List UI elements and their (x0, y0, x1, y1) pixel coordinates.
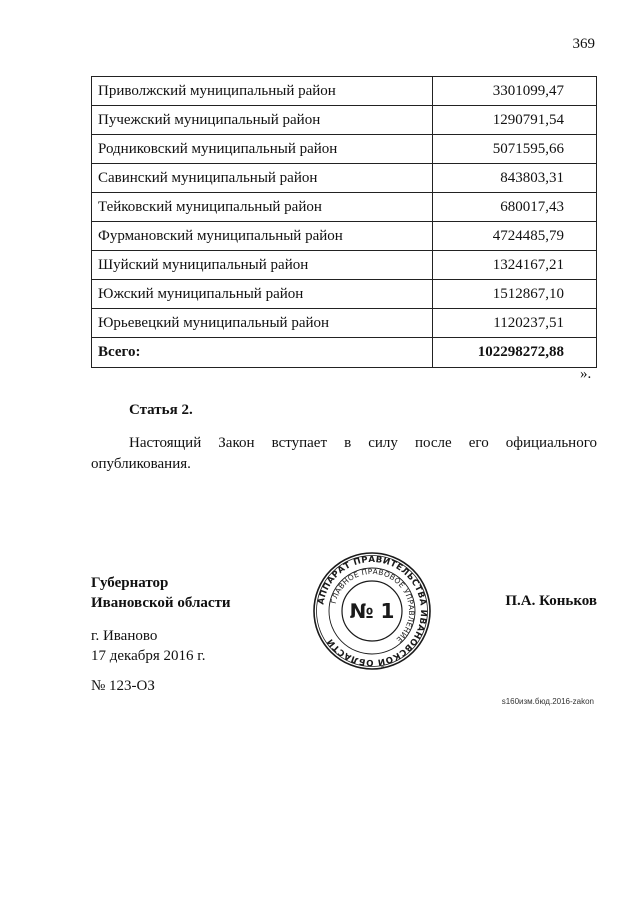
district-name: Юрьевецкий муниципальный район (92, 309, 433, 338)
table-body (92, 77, 597, 368)
district-name: Тейковский муниципальный район (92, 193, 433, 222)
district-name: Фурмановский муниципальный район (92, 222, 433, 251)
district-amount: 1512867,10 (433, 280, 597, 309)
district-amount: 1120237,51 (433, 309, 597, 338)
file-reference: s160изм.бюд.2016-zakon (501, 697, 594, 706)
place-date (91, 626, 206, 666)
table-row (92, 309, 597, 338)
signatory-title (91, 573, 231, 613)
table-total-row (92, 338, 597, 368)
district-name: Шуйский муниципальный район (92, 251, 433, 280)
district-amount: 4724485,79 (433, 222, 597, 251)
page-number: 369 (572, 36, 595, 52)
total-amount: 102298272,88 (433, 338, 597, 368)
table-row (92, 164, 597, 193)
date: 17 декабря 2016 г. (91, 648, 206, 664)
table-row (92, 135, 597, 164)
district-name: Пучежский муниципальный район (92, 106, 433, 135)
article-title: Статья 2. (129, 402, 193, 418)
article-text: Настоящий Закон вступает в силу после его официального опубликования. (91, 435, 597, 472)
table-row (92, 193, 597, 222)
total-label: Всего: (92, 338, 433, 368)
signatory-name: П.А. Коньков (505, 593, 597, 609)
table-row (92, 77, 597, 106)
district-amount: 1324167,21 (433, 251, 597, 280)
table-row (92, 222, 597, 251)
table-row (92, 106, 597, 135)
place: г. Иваново (91, 628, 158, 644)
district-amount: 843803,31 (433, 164, 597, 193)
district-name: Родниковский муниципальный район (92, 135, 433, 164)
district-name: Приволжский муниципальный район (92, 77, 433, 106)
table-row (92, 280, 597, 309)
district-amount: 3301099,47 (433, 77, 597, 106)
svg-text:№ 1: № 1 (349, 599, 395, 623)
official-seal-icon (312, 551, 432, 671)
svg-text:АППАРАТ ПРАВИТЕЛЬСТВА ИВАНОВСК: АППАРАТ ПРАВИТЕЛЬСТВА ИВАНОВСКОЙ ОБЛАСТИ (316, 554, 429, 668)
district-name: Южский муниципальный район (92, 280, 433, 309)
budget-table (91, 76, 597, 368)
svg-text:ГЛАВНОЕ ПРАВОВОЕ УПРАВЛЕНИЕ: ГЛАВНОЕ ПРАВОВОЕ УПРАВЛЕНИЕ (328, 566, 417, 645)
closing-quote: ». (580, 366, 592, 382)
district-amount: 1290791,54 (433, 106, 597, 135)
district-name: Савинский муниципальный район (92, 164, 433, 193)
signatory-title-line2: Ивановской области (91, 595, 231, 611)
law-number: № 123-ОЗ (91, 678, 155, 694)
signatory-title-line1: Губернатор (91, 575, 169, 591)
district-amount: 5071595,66 (433, 135, 597, 164)
district-amount: 680017,43 (433, 193, 597, 222)
table-row (92, 251, 597, 280)
